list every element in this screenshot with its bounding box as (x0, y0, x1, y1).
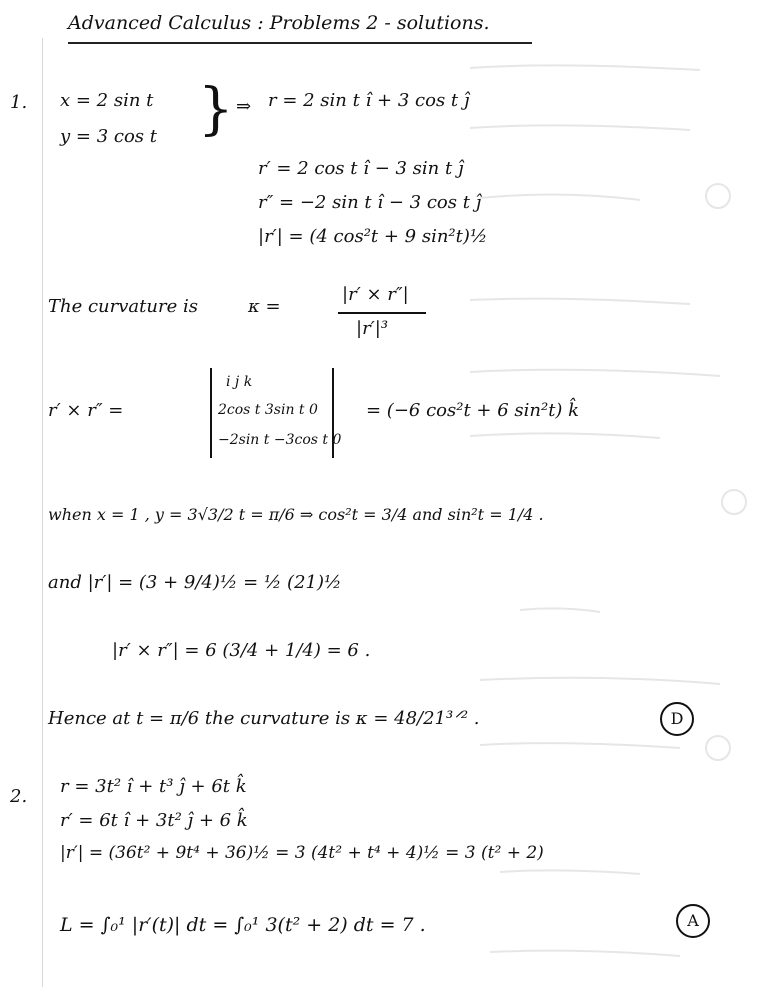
determinant-row-3: −2sin t −3cos t 0 (218, 432, 342, 448)
speed-at-point: and |r′| = (3 + 9/4)½ = ½ (21)½ (48, 572, 342, 593)
margin-rule (42, 38, 43, 987)
curvature-text: The curvature is (48, 296, 198, 317)
implies-arrow: ⇒ (236, 96, 252, 117)
title-underline (68, 42, 532, 44)
arc-length: L = ∫₀¹ |r′(t)| dt = ∫₀¹ 3(t² + 2) dt = 7 . (60, 914, 426, 936)
curvature-numerator: |r′ × r″| (342, 284, 409, 305)
curvature-fraction-bar (338, 312, 426, 314)
y-definition: y = 3 cos t (60, 126, 157, 147)
x-definition: x = 2 sin t (60, 90, 154, 111)
brace: } (198, 77, 234, 142)
page-title: Advanced Calculus : Problems 2 - solutions. (68, 12, 490, 34)
speed-magnitude: |r′| = (4 cos²t + 9 sin²t)½ (258, 226, 488, 247)
cross-product-result: = (−6 cos²t + 6 sin²t) k̂ (366, 400, 580, 421)
curvature-result: Hence at t = π/6 the curvature is κ = 48/21³ᐟ² . (48, 708, 480, 729)
second-derivative: r″ = −2 sin t î − 3 cos t ĵ (258, 192, 482, 213)
determinant-row-2: 2cos t 3sin t 0 (218, 402, 318, 418)
position-vector: r = 2 sin t î + 3 cos t ĵ (268, 90, 470, 111)
curvature-denominator: |r′|³ (356, 318, 389, 339)
speed-magnitude: |r′| = (36t² + 9t⁴ + 36)½ = 3 (4t² + t⁴ + 4)½ = 3 (t² + 2) (60, 843, 544, 863)
answer-badge: A (676, 904, 710, 938)
determinant-row-1: i j k (226, 374, 253, 390)
position-vector: r = 3t² î + t³ ĵ + 6t k̂ (60, 776, 247, 797)
first-derivative: r′ = 2 cos t î − 3 sin t ĵ (258, 158, 464, 179)
evaluation-point: when x = 1 , y = 3√3/2 t = π/6 ⇒ cos²t = 3/4 and sin²t = 1/4 . (48, 505, 544, 524)
curvature-symbol: κ = (248, 296, 281, 317)
problem-number: 2. (10, 786, 28, 807)
determinant (210, 368, 342, 458)
first-derivative: r′ = 6t î + 3t² ĵ + 6 k̂ (60, 810, 248, 831)
cross-magnitude-at-point: |r′ × r″| = 6 (3/4 + 1/4) = 6 . (112, 640, 371, 661)
problem-number: 1. (10, 92, 28, 113)
answer-badge: D (660, 702, 694, 736)
cross-product-lhs: r′ × r″ = (48, 400, 124, 421)
